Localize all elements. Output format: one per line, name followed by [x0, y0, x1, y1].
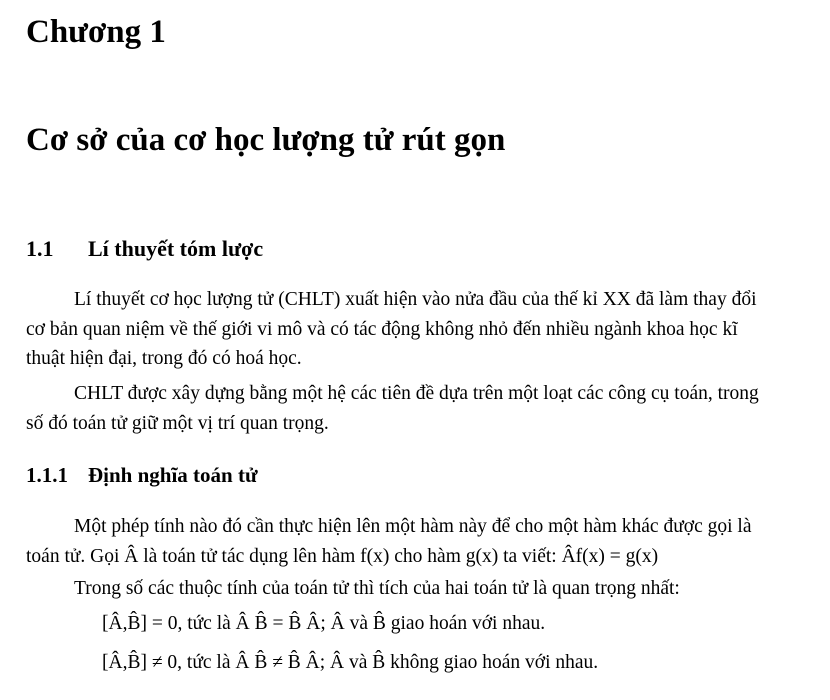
- paragraph-line: thuật hiện đại, trong đó có hoá học.: [26, 348, 302, 369]
- subsection-number: 1.1.1: [26, 463, 68, 487]
- noncommute-formula-line: [Â,B̂] ≠ 0, tức là Â B̂ ≠ B̂ Â; Â và B̂ không giao hoán với nhau.: [102, 652, 599, 673]
- chapter-label: Chương 1: [26, 14, 166, 50]
- chapter-title: Cơ sở của cơ học lượng tử rút gọn: [26, 122, 506, 158]
- commute-formula-line: [Â,B̂] = 0, tức là Â B̂ = B̂ Â; Â và B̂ giao hoán với nhau.: [102, 613, 546, 634]
- paragraph-line: Trong số các thuộc tính của toán tử thì tích của hai toán tử là quan trọng nhất:: [74, 578, 680, 599]
- paragraph-line: Lí thuyết cơ học lượng tử (CHLT) xuất hiện vào nửa đầu của thế kỉ XX đã làm thay đổi: [74, 289, 757, 310]
- subsection-title: Định nghĩa toán tử: [88, 463, 258, 487]
- section-number: 1.1: [26, 236, 54, 261]
- paragraph-line: toán tử. Gọi Â là toán tử tác dụng lên hàm f(x) cho hàm g(x) ta viết: Âf(x) = g(x): [26, 546, 659, 567]
- paragraph-line: số đó toán tử giữ một vị trí quan trọng.: [26, 413, 329, 434]
- paragraph-line: CHLT được xây dựng bằng một hệ các tiên đề dựa trên một loạt các công cụ toán, trong: [74, 383, 759, 404]
- paragraph-line: Một phép tính nào đó cần thực hiện lên một hàm này để cho một hàm khác được gọi là: [74, 516, 752, 537]
- paragraph-line: cơ bản quan niệm về thế giới vi mô và có tác động không nhỏ đến nhiều ngành khoa học kĩ: [26, 319, 738, 340]
- section-title: Lí thuyết tóm lược: [88, 236, 264, 261]
